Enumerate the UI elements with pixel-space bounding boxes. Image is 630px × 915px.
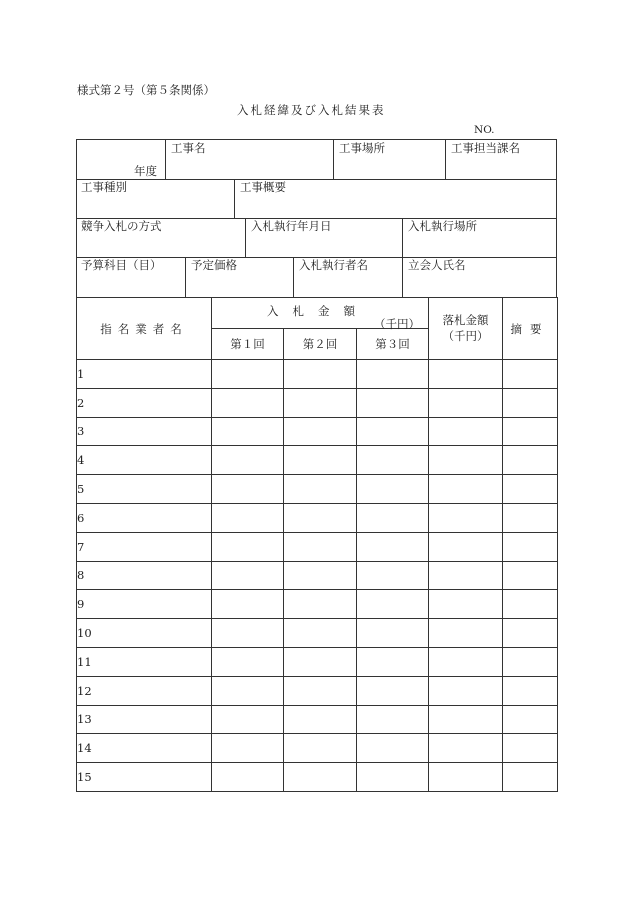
col-divider	[333, 140, 334, 179]
round-1-cell[interactable]	[212, 388, 284, 417]
round-1-cell[interactable]	[212, 532, 284, 561]
round-2-cell[interactable]	[284, 446, 357, 475]
remarks-cell[interactable]	[503, 532, 558, 561]
winning-amount-cell[interactable]	[429, 676, 503, 705]
fiscal-year-label: 年度	[134, 164, 157, 178]
round-1-cell[interactable]	[212, 561, 284, 590]
winning-amount-cell[interactable]	[429, 734, 503, 763]
round-1-cell[interactable]	[212, 676, 284, 705]
round-2-cell[interactable]	[284, 705, 357, 734]
row-number: 15	[77, 763, 212, 792]
remarks-cell[interactable]	[503, 763, 558, 792]
table-row	[77, 417, 558, 446]
remarks-cell[interactable]	[503, 590, 558, 619]
form-number: 様式第２号（第５条関係）	[77, 83, 215, 97]
budget-item-label: 予算科目（目）	[81, 258, 162, 272]
table-row	[77, 446, 558, 475]
round-3-cell[interactable]	[357, 503, 429, 532]
document-title: 入札経緯及び入札結果表	[237, 103, 386, 117]
col-divider	[402, 257, 403, 298]
bid-method-label: 競争入札の方式	[81, 219, 162, 233]
col-divider	[165, 140, 166, 179]
round-1-cell[interactable]	[212, 705, 284, 734]
row-number: 4	[77, 446, 212, 475]
round-1-cell[interactable]	[212, 417, 284, 446]
round-2-cell[interactable]	[284, 734, 357, 763]
remarks-cell[interactable]	[503, 417, 558, 446]
winning-amount-cell[interactable]	[429, 503, 503, 532]
round-3-cell[interactable]	[357, 388, 429, 417]
remarks-cell[interactable]	[503, 360, 558, 389]
remarks-cell[interactable]	[503, 388, 558, 417]
table-row	[77, 734, 558, 763]
row-number: 11	[77, 647, 212, 676]
remarks-cell[interactable]	[503, 734, 558, 763]
round-3-cell[interactable]	[357, 734, 429, 763]
round-3-cell[interactable]	[357, 705, 429, 734]
winning-amount-cell[interactable]	[429, 590, 503, 619]
round-2-cell[interactable]	[284, 360, 357, 389]
round-2-cell[interactable]	[284, 417, 357, 446]
bid-place-label: 入札執行場所	[408, 219, 477, 233]
round-3-cell[interactable]	[357, 360, 429, 389]
round-3-cell[interactable]	[357, 676, 429, 705]
round-2-cell[interactable]	[284, 763, 357, 792]
work-type-label: 工事種別	[81, 180, 127, 194]
round-2-cell[interactable]	[284, 590, 357, 619]
round-1-cell[interactable]	[212, 360, 284, 389]
bid-executor-label: 入札執行者名	[299, 258, 368, 272]
row-divider	[77, 179, 556, 180]
witness-label: 立会人氏名	[408, 258, 466, 272]
row-number: 1	[77, 360, 212, 389]
round-2-cell[interactable]	[284, 475, 357, 504]
winning-amount-cell[interactable]	[429, 417, 503, 446]
round-2-cell[interactable]	[284, 503, 357, 532]
round-3-cell[interactable]	[357, 532, 429, 561]
round-1-cell[interactable]	[212, 619, 284, 648]
winning-amount-cell[interactable]	[429, 360, 503, 389]
round-1-cell[interactable]	[212, 446, 284, 475]
col-divider	[402, 218, 403, 257]
row-number: 7	[77, 532, 212, 561]
round-2-cell[interactable]	[284, 647, 357, 676]
table-row	[77, 676, 558, 705]
round-3-cell[interactable]	[357, 475, 429, 504]
col-divider	[245, 218, 246, 257]
col-divider	[185, 257, 186, 298]
row-number: 9	[77, 590, 212, 619]
round-1-cell[interactable]	[212, 503, 284, 532]
round-2-cell[interactable]	[284, 388, 357, 417]
remarks-cell[interactable]	[503, 475, 558, 504]
round-1-cell[interactable]	[212, 590, 284, 619]
row-number: 10	[77, 619, 212, 648]
round-3-cell[interactable]	[357, 763, 429, 792]
bid-date-label: 入札執行年月日	[251, 219, 332, 233]
remarks-cell[interactable]	[503, 647, 558, 676]
round-3-cell[interactable]	[357, 590, 429, 619]
winning-amount-cell[interactable]	[429, 561, 503, 590]
table-row	[77, 619, 558, 648]
round-3-cell[interactable]	[357, 647, 429, 676]
project-location-label: 工事場所	[339, 141, 385, 155]
number-label: NO.	[474, 124, 495, 136]
work-summary-label: 工事概要	[240, 180, 286, 194]
row-number: 2	[77, 388, 212, 417]
round-2-cell[interactable]	[284, 619, 357, 648]
winning-amount-cell[interactable]	[429, 446, 503, 475]
bid-results-table	[76, 297, 558, 792]
winning-amount-cell[interactable]	[429, 705, 503, 734]
winning-amount-label: 落札金額	[442, 312, 489, 327]
table-row	[77, 763, 558, 792]
remarks-cell[interactable]	[503, 561, 558, 590]
row-number: 8	[77, 561, 212, 590]
col-divider	[445, 140, 446, 179]
round-2-cell[interactable]	[284, 532, 357, 561]
remarks-cell[interactable]	[503, 705, 558, 734]
table-row	[77, 647, 558, 676]
bid-amount-header	[212, 298, 429, 329]
winning-amount-cell[interactable]	[429, 532, 503, 561]
round-2-header: 第２回	[284, 329, 357, 360]
department-label: 工事担当課名	[451, 141, 520, 155]
winning-amount-cell[interactable]	[429, 475, 503, 504]
table-row	[77, 705, 558, 734]
winning-amount-cell[interactable]	[429, 647, 503, 676]
col-divider	[234, 179, 235, 218]
row-number: 12	[77, 676, 212, 705]
round-3-cell[interactable]	[357, 417, 429, 446]
bid-amount-unit: （千円）	[374, 317, 421, 331]
table-row	[77, 503, 558, 532]
round-3-header: 第３回	[357, 329, 429, 360]
row-number: 5	[77, 475, 212, 504]
estimated-price-label: 予定価格	[191, 258, 237, 272]
round-2-cell[interactable]	[284, 561, 357, 590]
row-number: 14	[77, 734, 212, 763]
remarks-cell[interactable]	[503, 619, 558, 648]
round-3-cell[interactable]	[357, 619, 429, 648]
row-number: 3	[77, 417, 212, 446]
table-row	[77, 475, 558, 504]
round-1-cell[interactable]	[212, 475, 284, 504]
winning-amount-unit: （千円）	[442, 328, 489, 343]
table-row	[77, 590, 558, 619]
table-row	[77, 561, 558, 590]
col-divider	[293, 257, 294, 298]
project-info-box	[76, 139, 557, 297]
table-row	[77, 360, 558, 389]
winning-amount-cell[interactable]	[429, 388, 503, 417]
round-1-header: 第１回	[212, 329, 284, 360]
company-name-header: 指名業者名	[77, 298, 212, 360]
round-3-cell[interactable]	[357, 446, 429, 475]
project-name-label: 工事名	[171, 141, 206, 155]
winning-amount-header	[429, 298, 503, 360]
round-3-cell[interactable]	[357, 561, 429, 590]
remarks-cell[interactable]	[503, 446, 558, 475]
round-1-cell[interactable]	[212, 647, 284, 676]
round-2-cell[interactable]	[284, 676, 357, 705]
winning-amount-cell[interactable]	[429, 619, 503, 648]
table-row	[77, 532, 558, 561]
table-row	[77, 388, 558, 417]
row-number: 6	[77, 503, 212, 532]
row-number: 13	[77, 705, 212, 734]
round-1-cell[interactable]	[212, 763, 284, 792]
winning-amount-cell[interactable]	[429, 763, 503, 792]
remarks-header: 摘要	[503, 298, 558, 360]
remarks-cell[interactable]	[503, 676, 558, 705]
round-1-cell[interactable]	[212, 734, 284, 763]
bid-amount-label: 入札金額	[267, 304, 369, 318]
remarks-cell[interactable]	[503, 503, 558, 532]
